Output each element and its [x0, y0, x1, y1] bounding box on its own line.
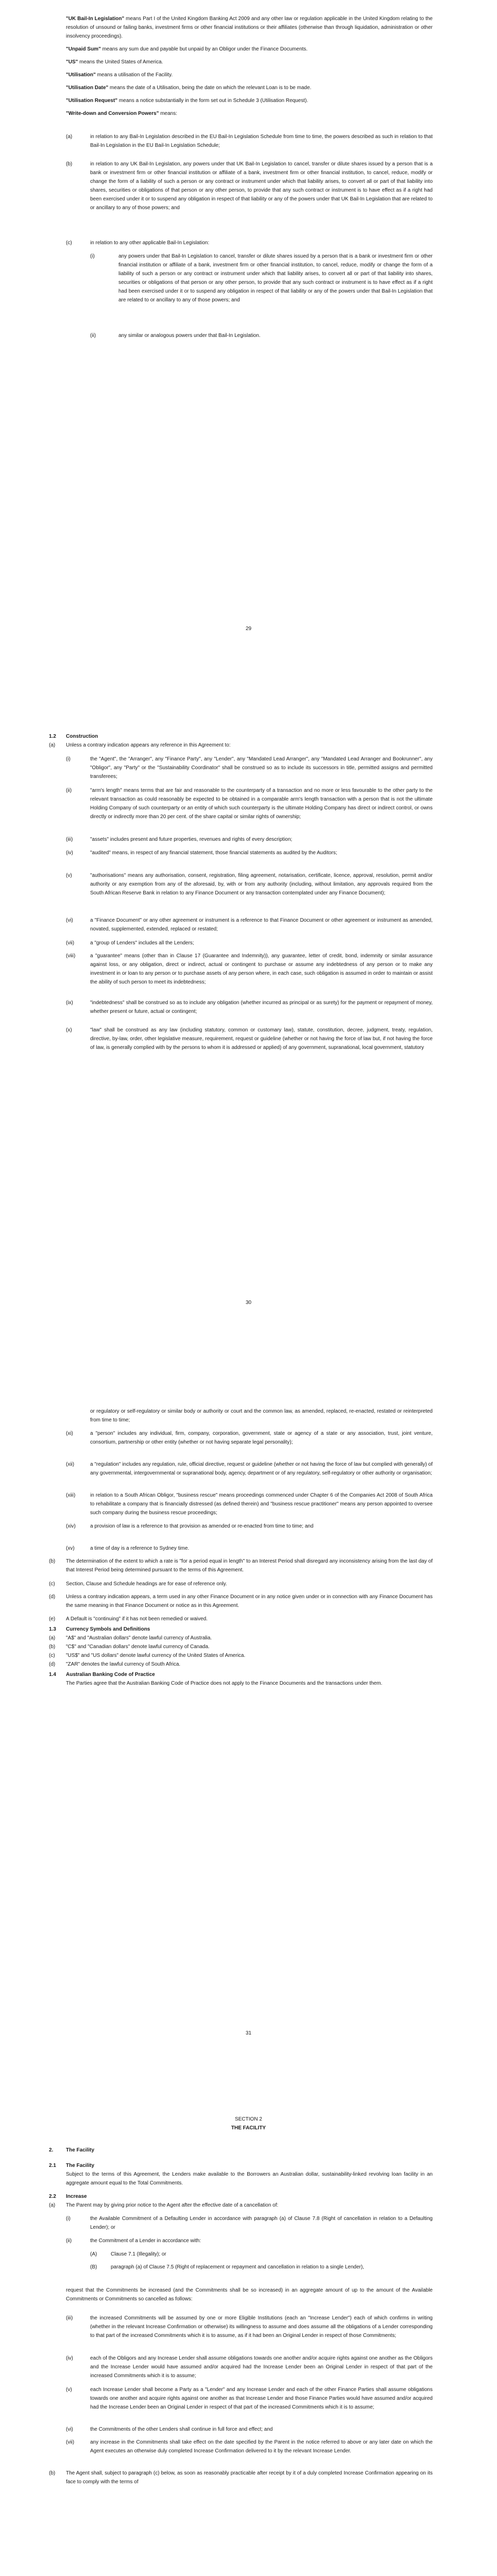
- list-label: (b): [49, 1644, 56, 1650]
- definition-utilisation-request: "Utilisation Request" means a notice substantially in the form set out in Schedule 3 (Utilisation Request).: [66, 98, 309, 104]
- list-item: each of the Obligors and any Increase Lender shall assume obligations towards one another and/or acquire rights against one another as the Obligors and the Increase Lender would have assumed and/or acquired had the Increase Lender been an Original Lender in respect of that part of the increased Commitments which it is to assume;: [90, 2355, 433, 2379]
- list-label: (iii): [66, 837, 73, 842]
- list-label: (v): [66, 873, 72, 878]
- page-32: [0, 2110, 497, 2576]
- list-label: (ii): [66, 2238, 72, 2244]
- list-item: Clause 7.1 (Illegality); or: [111, 2251, 166, 2257]
- list-label: (e): [49, 1616, 56, 1622]
- list-item: "arm's length" means terms that are fair and reasonable to the counterparty of a transaction and no more or less favourable to the other party to the relevant transaction as could reasonably be expected to be obtained in a comparable arm's length transaction with a person that is not the ultimate Holding Company of such counterparty or an entity of which such counterparty is the ultimate Holding Company has direct or indirect control, or owns directly or indirectly more than 20 per cent. of the share capital or similar rights of ownership;: [90, 788, 433, 820]
- list-item: each Increase Lender shall become a Party as a "Lender" and any Increase Lender and each of the other Finance Parties shall assume obligations towards one another and acquire rights against one another as that Increase Lender and those Finance Parties would have assumed and/or acquired had the Increase Lender been an Original Lender in respect of that part of the increased Commitments which it is to assume;: [90, 2387, 433, 2410]
- list-label: (d): [49, 1662, 56, 1667]
- list-label: (B): [90, 2264, 97, 2270]
- list-item: paragraph (a) of Clause 7.5 (Right of replacement or repayment and cancellation in relation to a single Lender),: [111, 2264, 364, 2270]
- list-label: (ii): [90, 333, 96, 338]
- page-number: 30: [245, 1300, 252, 1306]
- list-item: in relation to any UK Bail-In Legislation, any powers under that UK Bail-In Legislation to cancel, transfer or dilute shares issued by a person that is a bank or investment firm or other financial institution or affiliate of a bank, investment firm or other financial institution, to cancel, reduce, modify or change the form of a liability of such a person or any contract or instrument under which that liability arises, to convert all or part of that liability into shares, securities or obligations of that person or any other person, to provide that any such contract or instrument is to have effect as if a right had been exercised under it or to suspend any obligation in respect of that liability or any of the powers under that UK Bail-In Legislation that are related to or ancillary to any of those powers; and: [90, 161, 433, 211]
- list-item: "A$" and "Australian dollars" denote lawful currency of Australia.: [66, 1635, 212, 1641]
- list-label: (i): [90, 253, 95, 259]
- paragraph: The determination of the extent to which a rate is "for a period equal in length" to an Interest Period shall disregard any inconsistency arising from the last day of that Interest Period being determined pursuant to the terms of this Agreement.: [66, 1558, 433, 1573]
- list-label: (c): [49, 1581, 55, 1587]
- list-label: (b): [66, 161, 73, 167]
- list-label: (iii): [66, 2315, 73, 2321]
- list-item: "US$" and "US dollars" denote lawful currency of the United States of America.: [66, 1653, 246, 1658]
- list-label: (b): [49, 2470, 56, 2476]
- list-label: (c): [49, 1653, 55, 1658]
- clause-title: The Facility: [66, 2147, 95, 2153]
- list-item: "authorisations" means any authorisation, consent, registration, filing agreement, notarisation, certificate, licence, approval, resolution, permit and/or authority or any exemption from any of the aforesaid, by, with or from any authority (including, without limitation, any approvals required from the South African Reserve Bank in relation to any Finance Document or any transaction contemplated under any Finance Document);: [90, 873, 433, 896]
- list-label: (xiv): [66, 1523, 76, 1529]
- definitions-list: [66, 14, 433, 122]
- list-label: (vii): [66, 2439, 75, 2445]
- list-item: "C$" and "Canadian dollars" denote lawful currency of Canada.: [66, 1644, 210, 1650]
- clause-title: Australian Banking Code of Practice: [66, 1672, 155, 1677]
- definition-write-down: "Write-down and Conversion Powers" means:: [66, 111, 178, 116]
- list-label: (xv): [66, 1546, 75, 1551]
- clause-number: 2.2: [49, 2194, 56, 2199]
- list-label: (ix): [66, 1000, 73, 1006]
- list-item: a "group of Lenders" includes all the Lenders;: [90, 940, 194, 946]
- list-label: (a): [49, 1635, 56, 1641]
- list-item: "indebtedness" shall be construed so as to include any obligation (whether incurred as principal or as surety) for the payment or repayment of money, whether present or future, actual or contingent;: [90, 1000, 433, 1014]
- list-label: (viii): [66, 953, 76, 959]
- clause-number: 1.2: [49, 734, 56, 739]
- definition-uk-bail-in: "UK Bail-In Legislation" means Part I of the United Kingdom Banking Act 2009 and any other law or regulation applicable in the United Kingdom relating to the resolution of unsound or failing banks, investment firms or other financial institutions or their affiliates (otherwise than through liquidation, administration or other insolvency proceedings).: [66, 16, 433, 39]
- list-item: "law" shall be construed as any law (including statutory, common or customary law), statute, constitution, decree, judgment, treaty, regulation, directive, by-law, order, other legislative measure, requirement, request or guideline (whether or not having the force of law but, if not having the force of law, is generally complied with by the persons to whom it is addressed or applied) of any government, supranational, local government, statutory: [90, 1027, 433, 1050]
- clause-title: The Facility: [66, 2163, 95, 2168]
- page-30: [0, 703, 497, 1406]
- definition-utilisation-date: "Utilisation Date" means the date of a Utilisation, being the date on which the relevant Loan is to be made.: [66, 85, 312, 91]
- list-item: any powers under that Bail-In Legislation to cancel, transfer or dilute shares issued by a person that is a bank or investment firm or other financial institution or affiliate of a bank, investment firm or other financial institution, to cancel, reduce, modify or change the form of a liability of such a person or any contract or instrument under which that liability arises, to convert all or part of that liability into shares, securities or obligations of that person or any other person, to provide that any such contract or instrument is to have effect as if a right had been exercised under it or to suspend any obligation in respect of that liability or any of the powers under that Bail-In Legislation that are related to or ancillary to any of those powers; and: [118, 253, 433, 303]
- list-item: "audited" means, in respect of any financial statement, those financial statements as audited by the Auditors;: [90, 850, 337, 856]
- section-title: THE FACILITY: [231, 2125, 266, 2131]
- list-label: (ii): [66, 788, 72, 793]
- list-label: (v): [66, 2387, 72, 2393]
- list-label: (i): [66, 756, 71, 762]
- list-item: the Commitments of the other Lenders shall continue in full force and effect; and: [90, 2427, 273, 2432]
- list-item: any similar or analogous powers under that Bail-In Legislation.: [118, 333, 261, 338]
- definition-utilisation: "Utilisation" means a utilisation of the Facility.: [66, 72, 173, 78]
- list-label: (iv): [66, 850, 73, 856]
- list-label: (vi): [66, 2427, 73, 2432]
- list-item: "ZAR" denotes the lawful currency of South Africa.: [66, 1662, 181, 1667]
- list-label: (xiii): [66, 1493, 76, 1498]
- list-item: a "regulation" includes any regulation, rule, official directive, request or guideline (whether or not having the force of law but complied with generally) of any governmental, intergovernmental or supranational body, agency, department or of any regulatory, self-regulatory or other authority or organisation;: [90, 1462, 433, 1476]
- definition-unpaid-sum: "Unpaid Sum" means any sum due and payable but unpaid by an Obligor under the Finance Documents.: [66, 46, 308, 52]
- list-label: (c): [66, 240, 72, 246]
- clause-number: 2.1: [49, 2163, 56, 2168]
- clause-number: 2.: [49, 2147, 54, 2153]
- list-item: a "Finance Document" or any other agreement or instrument is a reference to that Finance Document or other agreement or instrument as amended, novated, supplemented, extended, replaced or restated;: [90, 918, 433, 932]
- list-label: (vi): [66, 918, 73, 923]
- list-item: in relation to any Bail-In Legislation described in the EU Bail-In Legislation Schedule from time to time, the powers described as such in relation to that Bail-In Legislation in the EU Bail-In Legislation Schedule;: [90, 134, 433, 148]
- list-item: the Available Commitment of a Defaulting Lender in accordance with paragraph (a) of Clause 7.8 (Right of cancellation in relation to a Defaulting Lender); or: [90, 2216, 433, 2230]
- list-label: (i): [66, 2216, 71, 2222]
- list-item: in relation to a South African Obligor, "business rescue" means proceedings commenced under Chapter 6 of the Companies Act 2008 of South Africa to rehabilitate a company that is financially distressed (as defined therein) and "business rescue practitioner" means any person appointed to oversee such company during the business rescue proceedings;: [90, 1493, 433, 1516]
- page-number: 29: [245, 626, 252, 632]
- list-item: the Commitment of a Lender in accordance with:: [90, 2238, 201, 2244]
- list-label: (vii): [66, 940, 75, 946]
- list-item: in relation to any other applicable Bail-In Legislation:: [90, 240, 210, 246]
- paragraph: The Agent shall, subject to paragraph (c) below, as soon as reasonably practicable after receipt by it of a duly completed Increase Confirmation appearing on its face to comply with the terms of: [66, 2470, 433, 2485]
- list-item: a "guarantee" means (other than in Clause 17 (Guarantee and Indemnity)), any guarantee, letter of credit, bond, indemnity or similar assurance against loss, or any obligation, direct or indirect, actual or contingent to purchase or assume any indebtedness of any person or to make any investment in or loan to any person or to purchase assets of any person where, in each case, such obligation is assumed in order to maintain or assist the ability of such person to meet its indebtedness;: [90, 953, 433, 985]
- paragraph: The Parties agree that the Australian Banking Code of Practice does not apply to the Finance Documents and the transactions under them.: [66, 1681, 383, 1686]
- definition-us: "US" means the United States of America.: [66, 59, 163, 65]
- list-label: (b): [49, 1558, 56, 1564]
- clause-title: Increase: [66, 2194, 87, 2199]
- paragraph: request that the Commitments be increased (and the Commitments shall be so increased) in an aggregate amount of up to the amount of the Available Commitments or Commitments so cancelled as follows:: [66, 2287, 433, 2302]
- clause-number: 1.3: [49, 1626, 56, 1632]
- paragraph: Subject to the terms of this Agreement, the Lenders make available to the Borrowers an Australian dollar, sustainability-linked revolving loan facility in an aggregate amount equal to the Total Commitments.: [66, 2172, 433, 2186]
- clause-number: 1.4: [49, 1672, 56, 1677]
- list-item: a "person" includes any individual, firm, company, corporation, government, state or agency of a state or any association, trust, joint venture, consortium, partnership or other entity (whether or not having separate legal personality);: [90, 1431, 433, 1445]
- list-item: the "Agent", the "Arranger", any "Finance Party", any "Lender", any "Mandated Lead Arranger", any "Mandated Lead Arranger and Bookrunner", any "Obligor", any "Party" or the "Sustainability Coordinator" shall be construed so as to include its successors in title, permitted assigns and permitted transferees;: [90, 756, 433, 779]
- paragraph: A Default is "continuing" if it has not been remedied or waived.: [66, 1616, 208, 1622]
- page-31: [0, 1406, 497, 2110]
- list-item: a time of day is a reference to Sydney time.: [90, 1546, 190, 1551]
- page-29: [0, 0, 497, 703]
- paragraph: Unless a contrary indication appears any reference in this Agreement to:: [66, 742, 231, 748]
- list-label: (iv): [66, 2355, 73, 2361]
- continuation-text: or regulatory or self-regulatory or similar body or authority or court and the common law, as amended, replaced, re-enacted, restated or reinterpreted from time to time;: [90, 1409, 433, 1423]
- list-label: (xi): [66, 1431, 73, 1436]
- list-label: (A): [90, 2251, 97, 2257]
- list-item: any increase in the Commitments shall take effect on the date specified by the Parent in the notice referred to above or any later date on which the Agent executes an otherwise duly completed Increase Confirmation delivered to it by the relevant Increase Lender.: [90, 2439, 433, 2454]
- list-label: (d): [49, 1594, 56, 1600]
- list-label: (a): [49, 2202, 56, 2208]
- paragraph: Section, Clause and Schedule headings are for ease of reference only.: [66, 1581, 227, 1587]
- list-item: the increased Commitments will be assumed by one or more Eligible Institutions (each an "Increase Lender") each of which confirms in writing (whether in the relevant Increase Confirmation or otherwise) its willingness to assume and does assume all the obligations of a Lender corresponding to that part of the increased Commitments which it is to assume, as if it had been an Original Lender in respect of those Commitments;: [90, 2315, 433, 2338]
- list-label: (xii): [66, 1462, 75, 1467]
- list-item: a provision of law is a reference to that provision as amended or re-enacted from time to time; and: [90, 1523, 314, 1529]
- list-label: (a): [66, 134, 73, 140]
- paragraph: Unless a contrary indication appears, a term used in any other Finance Document or in any notice given under or in connection with any Finance Document has the same meaning in that Finance Document or notice as in this Agreement.: [66, 1594, 433, 1608]
- section-number: SECTION 2: [235, 2116, 262, 2122]
- clause-title: Currency Symbols and Definitions: [66, 1626, 150, 1632]
- list-label: (x): [66, 1027, 72, 1033]
- clause-title: Construction: [66, 734, 98, 739]
- paragraph: The Parent may by giving prior notice to the Agent after the effective date of a cancellation of:: [66, 2202, 279, 2208]
- page-number: 31: [245, 2030, 252, 2036]
- list-label: (a): [49, 742, 56, 748]
- list-item: "assets" includes present and future properties, revenues and rights of every description;: [90, 837, 293, 842]
